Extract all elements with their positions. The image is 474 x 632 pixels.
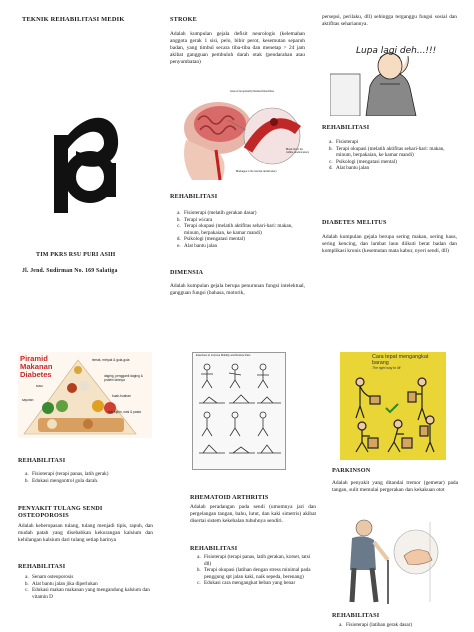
pyramid-label: roti, bijirin, nasi & pasta — [108, 410, 141, 414]
ra-rehab-list — [190, 554, 316, 587]
pyramid-title-wrap — [20, 355, 68, 379]
ra-rehab-heading: REHABILITASI — [190, 545, 238, 552]
lift-title: Cara tepat mengangkat barang — [372, 354, 429, 366]
dementia-text: Adalah kumpulan gejala berupa penurunan fungsi intelektual, gangguan fungsi (bahasa, motorik, — [170, 283, 305, 296]
ra-text: Adalah peradangan pada sendi (umumnya jari dan pergelangan tangan, bahu, lutut, dan kaki simetris) akibat disertai sistem kekebalan tubuhnya sendiri. — [190, 504, 316, 524]
stroke-image-label-2 — [236, 170, 280, 173]
cover-address: Jl. Jend. Sudirman No. 169 Salatiga — [22, 268, 118, 274]
parkinson-section — [332, 467, 458, 494]
list-item: c. Edukasi makan makanan yang mengandung kalsium dan vitamin D — [30, 587, 153, 600]
osteo-heading: PENYAKIT TULANG SENDI OSTEOPOROSIS — [18, 505, 103, 519]
exercise-chart-image — [192, 352, 286, 470]
list-item: a. Fisioterapi (latihan gerak dasar) — [344, 622, 458, 629]
parkinson-heading: PARKINSON — [332, 467, 371, 474]
list-item: a. Fisioterapi (terapi panas, latih gerakan, korset, tatsi dll) — [202, 554, 316, 567]
pa-logo — [52, 105, 122, 213]
osteo-rehab-list — [18, 574, 153, 600]
dementia-section — [170, 269, 305, 297]
list-item: b. Terapi okupasi (latihan dengan stress minimal pada penggung spt jalan kaki, naik sepeda, berenang) — [202, 567, 316, 580]
parkinson-text: Adalah penyakit yang ditandai tremor (gemetar) pada tangan, sulit memulai pergerakan dan kekakuan otot — [332, 480, 458, 493]
pyramid-label-grain — [108, 410, 148, 414]
dementia-heading: DIMENSIA — [170, 269, 204, 276]
list-item: a. Fisioterapi — [334, 139, 457, 146]
list-item: a. Fisioterapi (melatih gerakan dasar) — [182, 210, 305, 217]
osteo-rehab — [18, 563, 153, 600]
cover-team: TIM PKRS RSU PURI ASIH — [36, 252, 116, 258]
list-item: a. Fisioterapi (terapi panas, latih gerak) — [30, 471, 153, 478]
stroke-rehab — [170, 193, 305, 250]
stroke-image-caption — [230, 90, 290, 93]
diabetes-rehab-list — [18, 471, 153, 484]
list-item: c. Psikologi (mengatasi mental) — [334, 159, 457, 166]
panel-dementia-cont — [322, 14, 457, 28]
list-item: d. Alat bantu jalan — [334, 165, 457, 172]
stroke-label-clot: Blood clot in the middle cerebral artery — [286, 148, 310, 154]
stroke-text: Adalah kumpulan gejala defisit neurologis (kelemahan anggota gerak 1 sisi, pelo, bibir perot, kesemutan separuh badan, yang timbul secara tiba-tiba dan menetap > 24 jam akibat gangguan pembuluh darah otak (pendarahan atau penyumbatan) — [170, 31, 305, 65]
pyramid-label-fat — [92, 358, 132, 362]
list-item: b. Terapi okupasi (melatih aktifitas sehari-hari: makan, minum, berpakaian, ke kamar mandi) — [334, 146, 457, 159]
cover-footer — [36, 252, 156, 258]
list-item: c. Edukasi cara mengangkat beban yang benar — [202, 580, 316, 587]
diabetes-rehab — [18, 457, 153, 484]
cartoon-text-wrap — [356, 46, 456, 56]
list-item: d. Psikologi (mengatasi mental) — [182, 236, 305, 243]
stroke-image-label-1 — [286, 148, 310, 154]
exercise-caption-wrap — [196, 354, 282, 357]
pyramid-label-milk — [36, 384, 56, 388]
exercise-caption: Exercises to Improve Mobility and Reduce Pain — [196, 354, 251, 357]
pyramid-label: susu — [36, 384, 43, 388]
diabetes-section — [322, 219, 457, 255]
stroke-rehab-heading: REHABILITASI — [170, 193, 218, 200]
lift-title-wrap — [372, 354, 438, 370]
parkinson-rehab — [332, 612, 458, 629]
stroke-brain-image — [176, 90, 306, 182]
list-item: c. Terapi okupasi (melatih aktifitas sehari-hari: makan, minum, berpakaian, ke kamar mandi) — [182, 223, 305, 236]
cover-title: TEKNIK REHABILITASI MEDIK — [22, 16, 125, 23]
pyramid-label: lemak, minyak & gula-gula — [92, 358, 130, 362]
parkinson-rehab-heading: REHABILITASI — [332, 612, 380, 619]
pyramid-label: sayuran — [22, 398, 34, 402]
osteo-rehab-heading: REHABILITASI — [18, 563, 66, 570]
dementia-rehab — [322, 124, 457, 172]
ra-section — [190, 494, 316, 525]
stroke-heading: STROKE — [170, 16, 197, 23]
stroke-caption-text: Area of temporarily blocked blood flow — [230, 90, 274, 93]
list-item: b. Edukasi mengontrol gula darah. — [30, 478, 153, 485]
pyramid-label-meat — [104, 374, 144, 382]
list-item: b. Alat bantu jalan jika diperlukan — [30, 581, 153, 588]
stroke-label-carotid: Blockages in the internal carotid artery — [236, 170, 277, 173]
dementia-rehab-heading: REHABILITASI — [322, 124, 370, 131]
cover-address-wrap — [22, 268, 162, 274]
panel-cover — [22, 16, 150, 23]
pyramid-label-veg — [22, 398, 48, 402]
diabetes-rehab-heading: REHABILITASI — [18, 457, 66, 464]
pyramid-label-fruit — [112, 394, 142, 398]
diabetes-text: Adalah kumpulan gejala berupa sering makan, sering haus, sering kencing, dan lambat laun diikuti berat badan dan komplikasi kronis (kesemutan mata kabur, nyeri sendi, dll) — [322, 234, 457, 254]
parkinson-image — [338, 512, 450, 606]
ra-heading: RHEMATOID ARTHRITIS — [190, 494, 269, 501]
osteo-text: Adalah keberopasan tulang, tulang menjadi tipis, rapuh, dan mudah patah yang disebabkan kekurangan kalsium dan kehilangan kalsium dari tulang setiap harinya — [18, 523, 153, 543]
dementia-rehab-list — [322, 139, 457, 172]
list-item: e. Alat bantu jalan — [182, 243, 305, 250]
cartoon-text: Lupa lagi deh...!!! — [356, 46, 437, 56]
pyramid-label: daging, pengganti daging & protein lainnya — [104, 374, 143, 382]
parkinson-rehab-list — [332, 622, 458, 629]
list-item: a. Senam osteoporosis — [30, 574, 153, 581]
panel-stroke — [170, 16, 305, 66]
pyramid-title: Piramid Makanan Diabetes — [20, 354, 53, 379]
diabetes-heading: DIABETES MELITUS — [322, 219, 387, 226]
osteo-section — [18, 505, 153, 544]
ra-rehab — [190, 545, 316, 587]
dementia-continued-text: persepsi, perilaku, dll) sehingga terganggu fungsi sosial dan aktifitas sehariannya. — [322, 14, 457, 27]
pyramid-label: buah-buahan — [112, 394, 131, 398]
list-item: b. Terapi wicara — [182, 217, 305, 224]
stroke-rehab-list — [170, 210, 305, 250]
lift-subtitle: The right way to lift — [372, 366, 401, 370]
